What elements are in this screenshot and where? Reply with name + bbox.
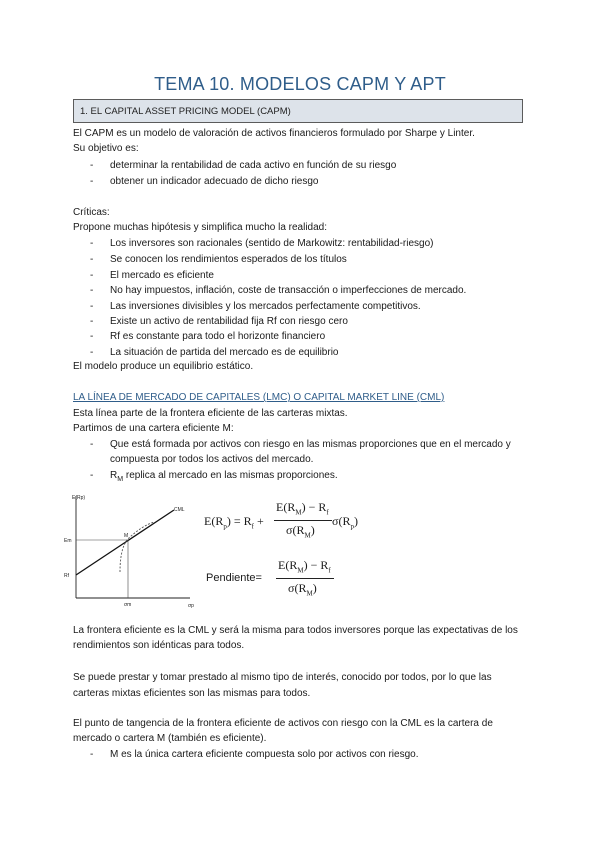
hipotesis-text: Existe un activo de rentabilidad fija Rf con riesgo cero <box>110 316 348 327</box>
s-num-sub2: f <box>328 566 331 575</box>
rf-label: Rf <box>64 573 69 579</box>
m-cartera-text: M es la única cartera eficiente compuesta solo por activos con riesgo. <box>110 749 419 760</box>
s-num-sub: M <box>297 566 304 575</box>
bullet-dash: - <box>90 749 94 760</box>
bullet-dash: - <box>90 176 94 187</box>
rm-symbol: R <box>110 470 118 481</box>
s-den-sub: M <box>306 589 313 598</box>
bullet-dash: - <box>90 254 94 265</box>
prestar-paragraph-line1: Se puede prestar y tomar prestado al mismo tipo de interés, conocido por todos, por lo que las <box>73 672 492 683</box>
slope-numerator <box>278 558 331 574</box>
objective-text: obtener un indicador adecuado de dicho riesgo <box>110 176 319 187</box>
equilibrio-text: El modelo produce un equilibrio estático. <box>73 361 254 372</box>
num-sub2: f <box>326 508 329 517</box>
prestar-paragraph-line2: carteras mixtas eficientes son las mismas para todos. <box>73 688 311 699</box>
formula-plus: + <box>256 514 264 528</box>
efficient-frontier-curve <box>120 522 154 572</box>
slope-fraction-bar <box>276 578 334 579</box>
bullet-dash: - <box>90 301 94 312</box>
page-title: TEMA 10. MODELOS CAPM Y APT <box>154 74 446 94</box>
slope-denominator <box>288 581 317 597</box>
cml-paragraph-2: Partimos de una cartera eficiente M: <box>73 423 234 434</box>
den-a: σ(R <box>286 523 305 537</box>
bullet-dash: - <box>90 160 94 171</box>
intro-text: El CAPM es un modelo de valoración de activos financieros formulado por Sharpe y Linter. <box>73 128 475 139</box>
num-a: E(R <box>276 500 296 514</box>
formula-numerator <box>276 500 329 516</box>
cml-label: CML <box>174 507 185 513</box>
bullet-dash: - <box>90 270 94 281</box>
hipotesis-text: El mercado es eficiente <box>110 270 214 281</box>
objective-label: Su objetivo es: <box>73 143 139 154</box>
formula-lhs-sub: p <box>223 522 227 531</box>
bullet-dash: - <box>90 439 94 450</box>
cml-paragraph-1: Esta línea parte de la frontera eficiente de las carteras mixtas. <box>73 408 348 419</box>
tangencia-paragraph-line1: El punto de tangencia de la frontera eficiente de activos con riesgo con la CML es la cartera de <box>73 718 493 729</box>
m-point-label: M <box>124 533 129 539</box>
tail-a: σ(R <box>332 514 351 528</box>
tail-b: ) <box>353 514 358 528</box>
hipotesis-text: La situación de partida del mercado es de equilibrio <box>110 347 339 358</box>
bullet-dash: - <box>90 238 94 249</box>
cml-bullet-text <box>110 470 338 483</box>
criticas-intro: Propone muchas hipótesis y simplifica mucho la realidad: <box>73 222 328 233</box>
s-num-b: ) − R <box>303 558 329 572</box>
bullet-dash: - <box>90 285 94 296</box>
hipotesis-text: Las inversiones divisibles y los mercados perfectamente competitivos. <box>110 301 421 312</box>
x-axis-label: σp <box>188 603 194 609</box>
frontera-paragraph-line2: rendimientos son idénticas para todos. <box>73 640 245 651</box>
formula-tail <box>332 514 358 530</box>
formula-rf-sub: f <box>251 522 254 531</box>
s-den-a: σ(R <box>288 581 307 595</box>
y-axis-label: E(Rp) <box>72 495 86 501</box>
bullet-dash: - <box>90 470 94 481</box>
num-sub: M <box>295 508 302 517</box>
rm-bullet-text: replica al mercado en las mismas proporciones. <box>125 470 338 481</box>
hipotesis-text: No hay impuestos, inflación, coste de transacción o imperfecciones de mercado. <box>110 285 467 296</box>
sigma-m-label: σm <box>124 602 132 608</box>
capm-formula <box>204 500 374 542</box>
formula-lhs <box>204 514 264 530</box>
formula-eq: ) = R <box>226 514 252 528</box>
den-sub: M <box>304 531 311 540</box>
cml-chart <box>62 490 197 615</box>
cml-bullet-text: Que está formada por activos con riesgo en las mismas proporciones que en el mercado y <box>110 439 511 450</box>
den-b: ) <box>310 523 315 537</box>
formula-lhs-text: E(R <box>204 514 224 528</box>
objective-text: determinar la rentabilidad de cada activo en función de su riesgo <box>110 160 397 171</box>
slope-formula <box>206 558 366 600</box>
slope-label: Pendiente= <box>206 572 262 584</box>
section-heading-capm: 1. EL CAPITAL ASSET PRICING MODEL (CAPM) <box>73 99 523 123</box>
bullet-dash: - <box>90 331 94 342</box>
hipotesis-text: Rf es constante para todo el horizonte financiero <box>110 331 326 342</box>
hipotesis-text: Los inversores son racionales (sentido de Markowitz: rentabilidad-riesgo) <box>110 238 434 249</box>
rm-subscript: M <box>117 476 124 483</box>
frontera-paragraph-line1: La frontera eficiente es la CML y será la misma para todos inversores porque las expectativas de los <box>73 625 518 636</box>
criticas-label: Críticas: <box>73 207 110 218</box>
cml-bullet-continuation: compuesta por todos los activos del mercado. <box>110 454 314 465</box>
formula-denominator <box>286 523 315 539</box>
bullet-dash: - <box>90 316 94 327</box>
em-label: Em <box>64 538 72 544</box>
tail-sub: p <box>350 522 354 531</box>
num-b: ) − R <box>301 500 327 514</box>
bullet-dash: - <box>90 347 94 358</box>
fraction-bar <box>274 520 332 521</box>
cml-heading: LA LÍNEA DE MERCADO DE CAPITALES (LMC) O CAPITAL MARKET LINE (CML) <box>73 392 445 403</box>
s-den-b: ) <box>312 581 317 595</box>
hipotesis-text: Se conocen los rendimientos esperados de los títulos <box>110 254 347 265</box>
s-num-a: E(R <box>278 558 298 572</box>
tangencia-paragraph-line2: mercado o cartera M (también es eficiente). <box>73 733 267 744</box>
